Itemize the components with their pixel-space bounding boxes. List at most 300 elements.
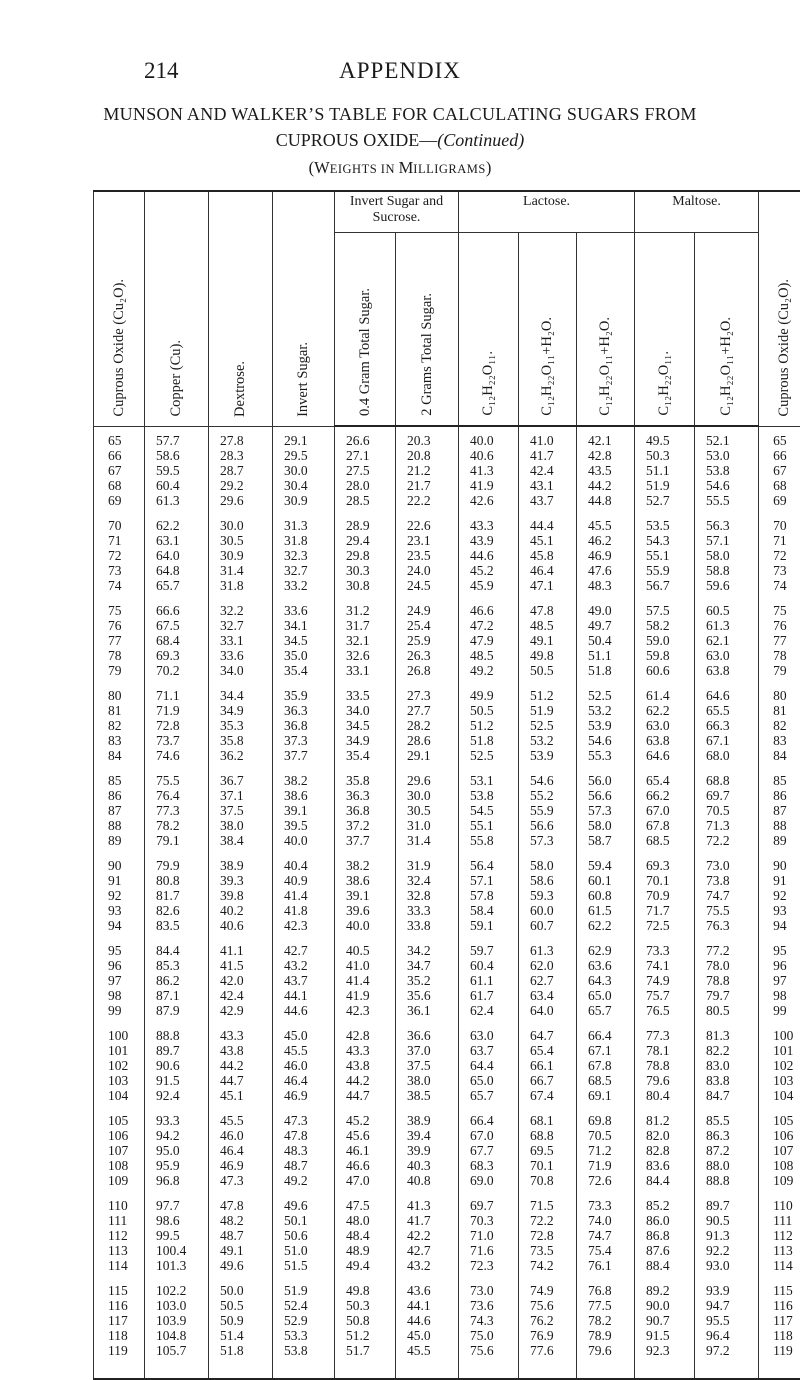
cell-cuprous-oxide: 118 [94,1328,145,1343]
spacer-cell [759,1273,800,1283]
cell-lactose-hydrate-2: 63.6 [577,958,635,973]
end-cell [209,1358,273,1379]
spacer-cell [145,933,209,943]
table-body [94,426,800,1379]
cell-lactose-hydrate: 77.6 [519,1343,577,1358]
spacer-cell [273,763,335,773]
cell-invert-04g: 32.6 [335,648,396,663]
cell-lactose-hydrate-2: 65.7 [577,1003,635,1018]
cell-maltose-anhydrous: 50.3 [635,448,695,463]
cell-lactose-anhydrous: 65.7 [459,1088,519,1103]
cell-lactose-hydrate-2: 78.2 [577,1313,635,1328]
cell-maltose-anhydrous: 64.6 [635,748,695,763]
spacer-cell [759,1188,800,1198]
spacer-cell [519,593,577,603]
cell-copper: 69.3 [145,648,209,663]
spacer-cell [635,763,695,773]
cell-invert-sugar: 43.7 [273,973,335,988]
end-cell [519,1358,577,1379]
cell-invert-2g: 25.4 [396,618,459,633]
cell-lactose-anhydrous: 41.9 [459,478,519,493]
cell-copper: 80.8 [145,873,209,888]
cell-dextrose: 29.6 [209,493,273,508]
spacer-cell [209,1188,273,1198]
cell-cuprous-oxide: 81 [94,703,145,718]
cell-invert-04g: 28.5 [335,493,396,508]
cell-lactose-hydrate-2: 58.7 [577,833,635,848]
cell-lactose-hydrate-2: 76.8 [577,1283,635,1298]
cell-lactose-hydrate: 74.2 [519,1258,577,1273]
end-cell [396,1358,459,1379]
spacer-cell [396,1188,459,1198]
cell-maltose-hydrate: 67.1 [695,733,759,748]
cell-invert-sugar: 46.4 [273,1073,335,1088]
cell-invert-04g: 32.1 [335,633,396,648]
table-row [94,1298,800,1313]
cell-dextrose: 42.9 [209,1003,273,1018]
table-row [94,463,800,478]
cell-copper: 86.2 [145,973,209,988]
spacer-cell [273,1273,335,1283]
cell-invert-04g: 31.2 [335,603,396,618]
cell-lactose-hydrate: 44.4 [519,518,577,533]
row-spacer [94,678,800,688]
cell-invert-2g: 20.8 [396,448,459,463]
cell-lactose-hydrate: 52.5 [519,718,577,733]
cell-invert-sugar: 35.9 [273,688,335,703]
table-row [94,958,800,973]
cell-maltose-anhydrous: 90.0 [635,1298,695,1313]
cell-maltose-hydrate: 73.0 [695,858,759,873]
spacer-cell [759,1103,800,1113]
cell-lactose-hydrate-2: 47.6 [577,563,635,578]
cell-cuprous-oxide-right: 97 [759,973,800,988]
end-cell [94,1358,145,1379]
cell-maltose-anhydrous: 67.0 [635,803,695,818]
cell-maltose-hydrate: 91.3 [695,1228,759,1243]
cell-invert-04g: 50.3 [335,1298,396,1313]
cell-maltose-hydrate: 83.0 [695,1058,759,1073]
cell-cuprous-oxide: 104 [94,1088,145,1103]
cell-maltose-anhydrous: 49.5 [635,426,695,448]
cell-cuprous-oxide: 91 [94,873,145,888]
cell-lactose-hydrate: 47.8 [519,603,577,618]
table-row [94,448,800,463]
spacer-cell [519,678,577,688]
cell-lactose-hydrate: 55.9 [519,803,577,818]
cell-invert-2g: 30.5 [396,803,459,818]
cell-invert-2g: 34.7 [396,958,459,973]
cell-maltose-hydrate: 52.1 [695,426,759,448]
cell-copper: 92.4 [145,1088,209,1103]
cell-lactose-hydrate: 68.1 [519,1113,577,1128]
cell-lactose-anhydrous: 64.4 [459,1058,519,1073]
cell-lactose-hydrate-2: 46.9 [577,548,635,563]
cell-lactose-hydrate: 66.1 [519,1058,577,1073]
cell-dextrose: 35.8 [209,733,273,748]
cell-lactose-hydrate-2: 74.7 [577,1228,635,1243]
cell-invert-sugar: 29.5 [273,448,335,463]
cell-cuprous-oxide: 77 [94,633,145,648]
cell-cuprous-oxide-right: 80 [759,688,800,703]
cell-copper: 65.7 [145,578,209,593]
cell-maltose-anhydrous: 90.7 [635,1313,695,1328]
cell-cuprous-oxide-right: 100 [759,1028,800,1043]
cell-maltose-anhydrous: 70.9 [635,888,695,903]
cell-lactose-hydrate: 41.0 [519,426,577,448]
cell-lactose-hydrate: 68.8 [519,1128,577,1143]
cell-maltose-hydrate: 56.3 [695,518,759,533]
cell-invert-04g: 45.2 [335,1113,396,1128]
cell-cuprous-oxide-right: 85 [759,773,800,788]
cell-invert-sugar: 40.4 [273,858,335,873]
cell-maltose-hydrate: 85.5 [695,1113,759,1128]
row-spacer [94,848,800,858]
cell-lactose-anhydrous: 66.4 [459,1113,519,1128]
cell-invert-04g: 27.5 [335,463,396,478]
cell-lactose-hydrate-2: 42.8 [577,448,635,463]
cell-cuprous-oxide: 97 [94,973,145,988]
cell-invert-04g: 35.8 [335,773,396,788]
table-row [94,1043,800,1058]
spacer-cell [577,1103,635,1113]
cell-invert-04g: 36.3 [335,788,396,803]
spacer-cell [396,1018,459,1028]
spacer-cell [635,1103,695,1113]
cell-lactose-hydrate-2: 70.5 [577,1128,635,1143]
cell-lactose-hydrate: 42.4 [519,463,577,478]
cell-copper: 81.7 [145,888,209,903]
cell-maltose-hydrate: 58.0 [695,548,759,563]
table-row [94,1283,800,1298]
cell-invert-04g: 47.5 [335,1198,396,1213]
cell-dextrose: 44.2 [209,1058,273,1073]
cell-invert-sugar: 51.9 [273,1283,335,1298]
cell-invert-sugar: 49.2 [273,1173,335,1188]
cell-invert-2g: 32.4 [396,873,459,888]
cell-invert-2g: 21.2 [396,463,459,478]
table-row [94,578,800,593]
cell-copper: 105.7 [145,1343,209,1358]
cell-lactose-hydrate-2: 52.5 [577,688,635,703]
subtitle-prefix: CUPROUS OXIDE— [276,130,438,150]
cell-lactose-anhydrous: 56.4 [459,858,519,873]
table-row [94,493,800,508]
cell-lactose-hydrate: 56.6 [519,818,577,833]
cell-cuprous-oxide: 84 [94,748,145,763]
cell-maltose-hydrate: 79.7 [695,988,759,1003]
cell-lactose-anhydrous: 67.7 [459,1143,519,1158]
cell-lactose-hydrate-2: 44.2 [577,478,635,493]
cell-invert-2g: 28.2 [396,718,459,733]
table-title: MUNSON AND WALKER’S TABLE FOR CALCULATING SUGARS FROM [0,104,800,125]
cell-copper: 85.3 [145,958,209,973]
cell-cuprous-oxide-right: 119 [759,1343,800,1358]
cell-cuprous-oxide: 115 [94,1283,145,1298]
cell-cuprous-oxide: 67 [94,463,145,478]
cell-lactose-anhydrous: 51.2 [459,718,519,733]
cell-lactose-hydrate: 49.8 [519,648,577,663]
header-invert-sugar [273,191,335,426]
cell-copper: 64.8 [145,563,209,578]
table-row [94,873,800,888]
spacer-cell [519,1273,577,1283]
cell-cuprous-oxide-right: 91 [759,873,800,888]
cell-dextrose: 46.0 [209,1128,273,1143]
spacer-cell [209,1018,273,1028]
cell-invert-2g: 21.7 [396,478,459,493]
cell-lactose-anhydrous: 55.8 [459,833,519,848]
cell-cuprous-oxide: 76 [94,618,145,633]
cell-invert-sugar: 50.1 [273,1213,335,1228]
cell-invert-04g: 37.2 [335,818,396,833]
cell-copper: 96.8 [145,1173,209,1188]
cell-lactose-hydrate-2: 61.5 [577,903,635,918]
cell-invert-04g: 47.0 [335,1173,396,1188]
cell-copper: 99.5 [145,1228,209,1243]
cell-invert-sugar: 53.3 [273,1328,335,1343]
cell-cuprous-oxide: 73 [94,563,145,578]
cell-lactose-hydrate-2: 67.8 [577,1058,635,1073]
row-spacer [94,933,800,943]
cell-cuprous-oxide: 106 [94,1128,145,1143]
table-row [94,718,800,733]
cell-lactose-hydrate-2: 58.0 [577,818,635,833]
spacer-cell [335,933,396,943]
cell-cuprous-oxide-right: 74 [759,578,800,593]
cell-maltose-anhydrous: 69.3 [635,858,695,873]
cell-cuprous-oxide: 70 [94,518,145,533]
cell-lactose-anhydrous: 70.3 [459,1213,519,1228]
cell-lactose-anhydrous: 75.0 [459,1328,519,1343]
cell-cuprous-oxide-right: 115 [759,1283,800,1298]
cell-maltose-anhydrous: 61.4 [635,688,695,703]
table-row [94,833,800,848]
cell-maltose-anhydrous: 51.1 [635,463,695,478]
header-invert-2g-label: 2 Grams Total Sugar. [419,289,436,420]
cell-cuprous-oxide: 85 [94,773,145,788]
table-row [94,563,800,578]
cell-invert-04g: 39.1 [335,888,396,903]
cell-maltose-anhydrous: 54.3 [635,533,695,548]
row-spacer [94,1273,800,1283]
cell-invert-04g: 36.8 [335,803,396,818]
spacer-cell [94,1018,145,1028]
cell-dextrose: 35.3 [209,718,273,733]
cell-invert-sugar: 33.6 [273,603,335,618]
cell-invert-04g: 49.4 [335,1258,396,1273]
spacer-cell [635,848,695,858]
spacer-cell [273,678,335,688]
cell-lactose-hydrate: 76.9 [519,1328,577,1343]
row-spacer [94,1103,800,1113]
cell-lactose-anhydrous: 43.3 [459,518,519,533]
spacer-cell [396,848,459,858]
spacer-cell [209,508,273,518]
cell-lactose-anhydrous: 54.5 [459,803,519,818]
cell-maltose-anhydrous: 74.1 [635,958,695,973]
cell-dextrose: 48.7 [209,1228,273,1243]
cell-maltose-anhydrous: 76.5 [635,1003,695,1018]
cell-dextrose: 37.5 [209,803,273,818]
cell-lactose-anhydrous: 49.2 [459,663,519,678]
spacer-cell [577,933,635,943]
cell-copper: 76.4 [145,788,209,803]
cell-cuprous-oxide: 95 [94,943,145,958]
spacer-cell [94,678,145,688]
cell-invert-04g: 35.4 [335,748,396,763]
cell-maltose-anhydrous: 57.5 [635,603,695,618]
cell-dextrose: 39.8 [209,888,273,903]
cell-invert-2g: 34.2 [396,943,459,958]
subtitle-continued: (Continued) [437,130,524,150]
spacer-cell [209,678,273,688]
spacer-cell [335,1103,396,1113]
spacer-cell [577,593,635,603]
cell-lactose-anhydrous: 60.4 [459,958,519,973]
cell-maltose-hydrate: 95.5 [695,1313,759,1328]
cell-invert-sugar: 30.0 [273,463,335,478]
cell-cuprous-oxide-right: 77 [759,633,800,648]
cell-lactose-hydrate: 58.0 [519,858,577,873]
spacer-cell [759,933,800,943]
cell-cuprous-oxide-right: 75 [759,603,800,618]
cell-lactose-hydrate: 67.4 [519,1088,577,1103]
table-row [94,703,800,718]
cell-lactose-anhydrous: 58.4 [459,903,519,918]
cell-copper: 97.7 [145,1198,209,1213]
cell-cuprous-oxide-right: 86 [759,788,800,803]
cell-cuprous-oxide: 108 [94,1158,145,1173]
cell-lactose-hydrate-2: 78.9 [577,1328,635,1343]
cell-invert-2g: 31.4 [396,833,459,848]
cell-dextrose: 33.1 [209,633,273,648]
cell-lactose-anhydrous: 61.1 [459,973,519,988]
cell-maltose-hydrate: 93.0 [695,1258,759,1273]
cell-cuprous-oxide: 88 [94,818,145,833]
cell-copper: 61.3 [145,493,209,508]
spacer-cell [695,508,759,518]
header-lactose-anhydrous-label: C₁₂H₂₂O₁₁. [480,347,497,420]
cell-lactose-anhydrous: 73.6 [459,1298,519,1313]
cell-cuprous-oxide-right: 73 [759,563,800,578]
cell-invert-sugar: 33.2 [273,578,335,593]
cell-invert-2g: 27.3 [396,688,459,703]
cell-invert-04g: 28.9 [335,518,396,533]
cell-invert-2g: 39.9 [396,1143,459,1158]
cell-cuprous-oxide-right: 71 [759,533,800,548]
cell-invert-2g: 31.9 [396,858,459,873]
cell-lactose-anhydrous: 46.6 [459,603,519,618]
cell-invert-04g: 44.7 [335,1088,396,1103]
cell-maltose-anhydrous: 68.5 [635,833,695,848]
cell-cuprous-oxide: 71 [94,533,145,548]
cell-maltose-hydrate: 82.2 [695,1043,759,1058]
cell-copper: 91.5 [145,1073,209,1088]
cell-dextrose: 28.3 [209,448,273,463]
cell-copper: 104.8 [145,1328,209,1343]
cell-copper: 58.6 [145,448,209,463]
cell-invert-sugar: 30.9 [273,493,335,508]
cell-cuprous-oxide-right: 70 [759,518,800,533]
cell-invert-sugar: 40.0 [273,833,335,848]
cell-lactose-anhydrous: 61.7 [459,988,519,1003]
table-subtitle [0,130,800,151]
cell-invert-04g: 38.2 [335,858,396,873]
cell-lactose-hydrate: 53.9 [519,748,577,763]
cell-cuprous-oxide-right: 103 [759,1073,800,1088]
cell-invert-2g: 24.9 [396,603,459,618]
cell-maltose-anhydrous: 89.2 [635,1283,695,1298]
cell-lactose-hydrate-2: 64.3 [577,973,635,988]
cell-lactose-anhydrous: 53.1 [459,773,519,788]
cell-cuprous-oxide: 93 [94,903,145,918]
cell-invert-sugar: 39.1 [273,803,335,818]
cell-invert-04g: 46.1 [335,1143,396,1158]
cell-invert-2g: 32.8 [396,888,459,903]
cell-lactose-hydrate: 70.1 [519,1158,577,1173]
cell-lactose-hydrate: 45.8 [519,548,577,563]
cell-cuprous-oxide: 111 [94,1213,145,1228]
cell-lactose-anhydrous: 40.0 [459,426,519,448]
table-row [94,1088,800,1103]
cell-maltose-anhydrous: 78.8 [635,1058,695,1073]
table-row [94,1158,800,1173]
cell-invert-2g: 42.7 [396,1243,459,1258]
row-spacer [94,508,800,518]
spacer-cell [759,1018,800,1028]
cell-invert-sugar: 45.5 [273,1043,335,1058]
spacer-cell [519,763,577,773]
cell-cuprous-oxide: 89 [94,833,145,848]
cell-invert-sugar: 39.5 [273,818,335,833]
cell-cuprous-oxide: 119 [94,1343,145,1358]
cell-lactose-hydrate: 64.7 [519,1028,577,1043]
cell-invert-04g: 30.3 [335,563,396,578]
cell-maltose-anhydrous: 58.2 [635,618,695,633]
cell-dextrose: 28.7 [209,463,273,478]
cell-maltose-anhydrous: 55.1 [635,548,695,563]
cell-maltose-anhydrous: 77.3 [635,1028,695,1043]
header-lactose-hydrate-2 [577,233,635,427]
cell-maltose-hydrate: 57.1 [695,533,759,548]
page-number: 214 [144,58,179,84]
cell-cuprous-oxide-right: 111 [759,1213,800,1228]
cell-lactose-hydrate: 72.8 [519,1228,577,1243]
end-cell [459,1358,519,1379]
cell-invert-04g: 33.5 [335,688,396,703]
cell-lactose-anhydrous: 65.0 [459,1073,519,1088]
cell-lactose-anhydrous: 49.9 [459,688,519,703]
table-row [94,973,800,988]
cell-maltose-hydrate: 70.5 [695,803,759,818]
cell-invert-sugar: 52.9 [273,1313,335,1328]
table-row [94,1003,800,1018]
spacer-cell [273,508,335,518]
cell-invert-2g: 37.5 [396,1058,459,1073]
cell-invert-2g: 44.6 [396,1313,459,1328]
cell-cuprous-oxide: 99 [94,1003,145,1018]
cell-lactose-hydrate-2: 66.4 [577,1028,635,1043]
cell-lactose-hydrate: 58.6 [519,873,577,888]
cell-copper: 79.1 [145,833,209,848]
cell-lactose-hydrate: 66.7 [519,1073,577,1088]
cell-invert-sugar: 44.1 [273,988,335,1003]
cell-invert-sugar: 30.4 [273,478,335,493]
cell-cuprous-oxide: 87 [94,803,145,818]
cell-cuprous-oxide: 65 [94,426,145,448]
cell-invert-2g: 38.9 [396,1113,459,1128]
